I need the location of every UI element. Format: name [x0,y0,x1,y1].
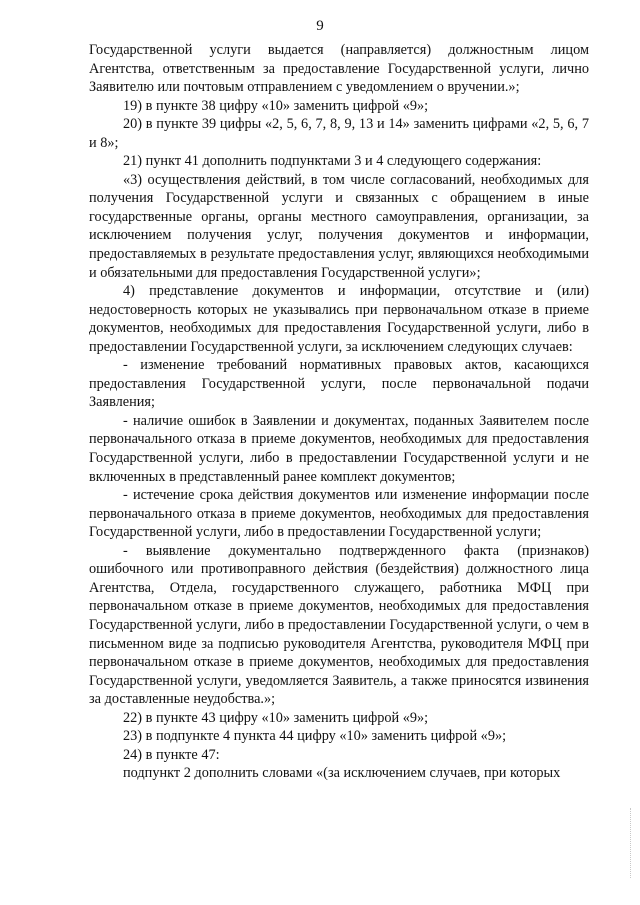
paragraph: 22) в пункте 43 цифру «10» заменить цифрой «9»; [123,709,429,726]
list-item: - истечение срока действия документов или изменение информации после первоначального отказа в приеме документов, необходимых для предоставления Государственной услуги, либо в предоставлении Государственной услуги; [89,487,589,541]
paragraph: подпункт 2 дополнить словами «(за исключением случаев, при которых [123,765,561,782]
list-item: - изменение требований нормативных правовых актов, касающихся предоставления Государственной услуги, после первоначальной подачи Заявления; [89,357,589,411]
paragraph: 21) пункт 41 дополнить подпунктами 3 и 4 следующего содержания: [123,153,542,170]
paragraph: 4) представление документов и информации, отсутствие и (или) недостоверность которых не указывались при первоначальном отказе в приеме документов, необходимых для предоставления Государственной услуги, либо в предоставлении Государственной услуги, за исключением следующих случаев: [89,283,589,355]
list-item: - наличие ошибок в Заявлении и документах, поданных Заявителем после первоначального отказа в приеме документов, необходимых для предоставления Государственной услуги, либо в предоставлении Государственной услуги и не включенных в представленный ранее комплект документов; [89,412,589,485]
paragraph: Государственной услуги выдается (направляется) должностным лицом Агентства, ответственным за предоставление Государственной услуги, лично Заявителю или почтовым отправлением с уведомлением о вручении.»; [89,42,589,96]
document-body [89,41,589,783]
scan-edge-mark [630,808,632,878]
paragraph: «3) осуществления действий, в том числе согласований, необходимых для получения Государственной услуги и связанных с обращением в иные государственные органы, органы местного самоуправления, организации, за исключением получения услуг, получения документов и информации, предоставляемых в результате предоставления услуг, являющихся необходимыми и обязательными для предоставления Государственной услуги»; [89,171,589,281]
page-number: 9 [316,18,324,34]
list-item: - выявление документально подтвержденного факта (признаков) ошибочного или противоправного действия (бездействия) должностного лица Агентства, Отдела, государственного служащего, работника МФЦ при первоначальном отказе в приеме документов, необходимых для предоставления Государственной услуги, либо в предоставлении Государственной услуги, о чем в письменном виде за подписью руководителя Агентства, руководителя МФЦ при первоначальном отказе в приеме документов, необходимых для предоставления Государственной услуги, уведомляется Заявитель, а также приносятся извинения за доставленные неудобства.»; [89,542,589,708]
paragraph: 24) в пункте 47: [123,746,220,763]
paragraph: 20) в пункте 39 цифры «2, 5, 6, 7, 8, 9, 13 и 14» заменить цифрами «2, 5, 6, 7 и 8»; [89,116,589,151]
paragraph: 23) в подпункте 4 пункта 44 цифру «10» заменить цифрой «9»; [123,728,507,745]
paragraph: 19) в пункте 38 цифру «10» заменить цифрой «9»; [123,97,429,114]
